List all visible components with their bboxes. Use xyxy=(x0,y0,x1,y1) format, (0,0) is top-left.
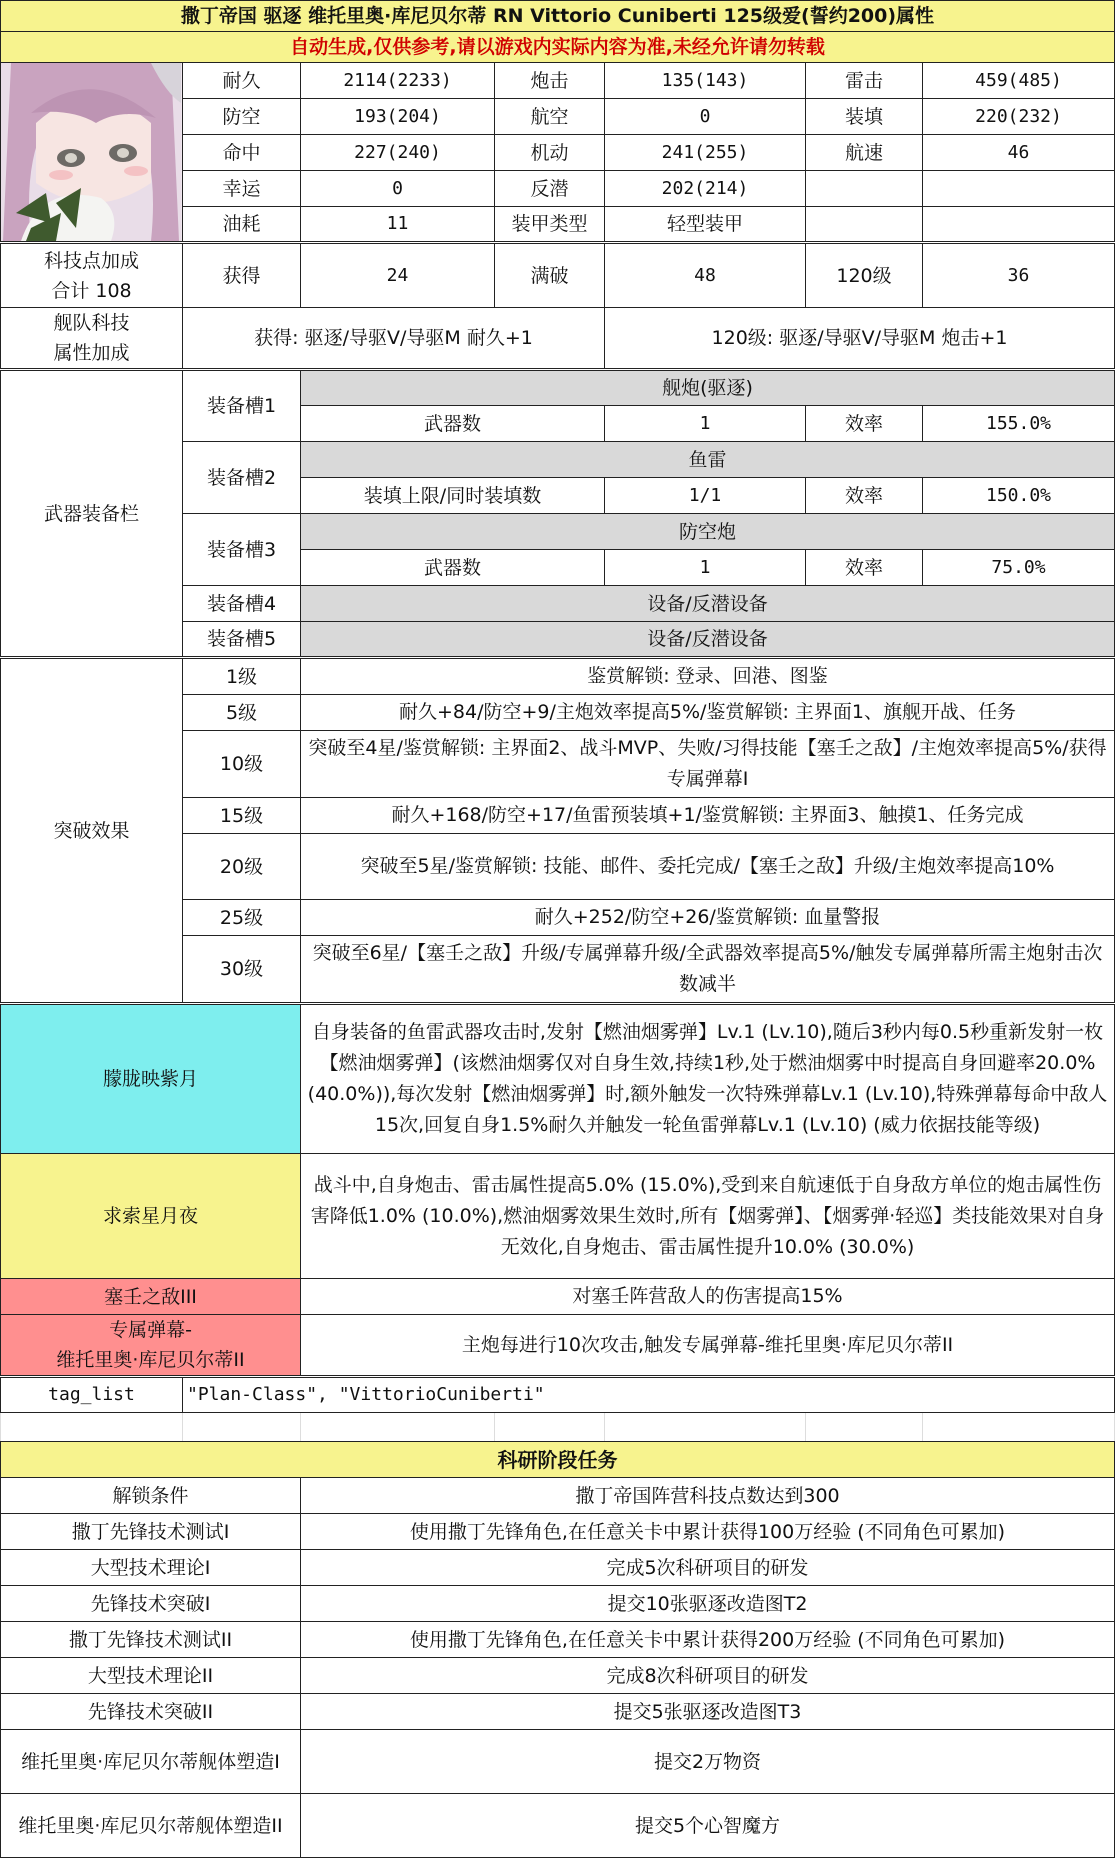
tech-obtain-label: 获得 xyxy=(183,243,301,308)
breakthrough-level: 25级 xyxy=(183,900,301,936)
research-row xyxy=(1,1514,1115,1550)
equip-detail-value: 1 xyxy=(605,406,806,442)
skill-description: 对塞壬阵营敌人的伤害提高15% xyxy=(301,1279,1115,1315)
blank-cell xyxy=(923,1413,1115,1442)
breakthrough-text: 耐久+252/防空+26/鉴赏解锁: 血量警报 xyxy=(301,900,1115,936)
tag-list-row xyxy=(1,1377,1115,1413)
blank-cell xyxy=(806,1413,923,1442)
stat-label: 航速 xyxy=(806,135,923,171)
fleet-tech-title: 舰队科技 xyxy=(53,312,130,334)
tag-list-value: "Plan-Class", "VittorioCuniberti" xyxy=(183,1377,1115,1413)
page-title: 撒丁帝国 驱逐 维托里奥·库尼贝尔蒂 RN Vittorio Cuniberti 125级爱(誓约200)属性 xyxy=(1,1,1115,32)
breakthrough-label: 突破效果 xyxy=(1,658,183,1004)
stat-value: 202(214) xyxy=(605,171,806,207)
research-task-text: 提交5张驱逐改造图T3 xyxy=(301,1694,1115,1730)
research-task-text: 提交2万物资 xyxy=(301,1730,1115,1794)
tech-limitbreak-value: 48 xyxy=(605,243,806,308)
equip-slot-type: 舰炮(驱逐) xyxy=(301,370,1115,406)
stat-label: 机动 xyxy=(495,135,605,171)
stat-row xyxy=(1,63,1115,99)
research-task-text: 使用撒丁先锋角色,在任意关卡中累计获得100万经验 (不同角色可累加) xyxy=(301,1514,1115,1550)
research-row xyxy=(1,1658,1115,1694)
blank-cell xyxy=(1,1413,183,1442)
equip-eff-label: 效率 xyxy=(806,550,923,586)
research-row xyxy=(1,1622,1115,1658)
skill-row xyxy=(1,1004,1115,1154)
equip-slot-type: 设备/反潜设备 xyxy=(301,586,1115,622)
breakthrough-text: 耐久+168/防空+17/鱼雷预装填+1/鉴赏解锁: 主界面3、触摸1、任务完成 xyxy=(301,798,1115,834)
research-row xyxy=(1,1478,1115,1514)
stat-value xyxy=(923,207,1115,243)
skill-description: 自身装备的鱼雷武器攻击时,发射【燃油烟雾弹】Lv.1 (Lv.10),随后3秒内每0.5秒重新发射一枚【燃油烟雾弹】(该燃油烟雾仅对自身生效,持续1秒,处于燃油烟雾中时提高自身回避率20.0% (40.0%)),每次发射【燃油烟雾弹】时,额外触发一次特殊弹幕Lv.1 (Lv.10),特殊弹幕每命中敌人15次,回复自身1.5%耐久并触发一轮鱼雷弹幕Lv.1 (Lv.10) (威力依据技能等级) xyxy=(301,1004,1115,1154)
skill-row xyxy=(1,1154,1115,1279)
blank-cell xyxy=(605,1413,806,1442)
research-task-name: 大型技术理论II xyxy=(1,1658,301,1694)
skill-row xyxy=(1,1279,1115,1315)
stat-value: 459(485) xyxy=(923,63,1115,99)
breakthrough-text: 耐久+84/防空+9/主炮效率提高5%/鉴赏解锁: 主界面1、旗舰开战、任务 xyxy=(301,695,1115,731)
character-portrait-icon xyxy=(1,63,183,243)
research-task-text: 提交5个心智魔方 xyxy=(301,1794,1115,1858)
stat-label: 命中 xyxy=(183,135,301,171)
stat-label: 装甲类型 xyxy=(495,207,605,243)
skill-description: 战斗中,自身炮击、雷击属性提高5.0% (15.0%),受到来自航速低于自身敌方单位的炮击属性伤害降低1.0% (10.0%),燃油烟雾效果生效时,所有【烟雾弹】、【烟雾弹·轻巡】类技能效果对自身无效化,自身炮击、雷击属性提升10.0% (30.0%) xyxy=(301,1154,1115,1279)
stat-label: 雷击 xyxy=(806,63,923,99)
stat-value: 轻型装甲 xyxy=(605,207,806,243)
skill-name-line1: 专属弹幕- xyxy=(109,1319,192,1341)
research-task-text: 提交10张驱逐改造图T2 xyxy=(301,1586,1115,1622)
stat-value: 135(143) xyxy=(605,63,806,99)
skill-name: 求索星月夜 xyxy=(1,1154,301,1279)
fleet-tech-label xyxy=(1,308,183,370)
tech-lv120-label: 120级 xyxy=(806,243,923,308)
equip-slot-name: 装备槽2 xyxy=(183,442,301,514)
equip-slot1-type-row xyxy=(1,370,1115,406)
stat-value: 0 xyxy=(301,171,495,207)
breakthrough-row xyxy=(1,658,1115,695)
equip-eff-value: 75.0% xyxy=(923,550,1115,586)
research-row xyxy=(1,1794,1115,1858)
research-title: 科研阶段任务 xyxy=(1,1442,1115,1478)
stat-value: 11 xyxy=(301,207,495,243)
stat-label: 炮击 xyxy=(495,63,605,99)
stat-value: 2114(2233) xyxy=(301,63,495,99)
portrait-illustration xyxy=(1,63,181,241)
tech-lv120-value: 36 xyxy=(923,243,1115,308)
blank-cell xyxy=(301,1413,495,1442)
stat-value: 193(204) xyxy=(301,99,495,135)
blank-cell xyxy=(183,1413,301,1442)
research-task-text: 完成8次科研项目的研发 xyxy=(301,1658,1115,1694)
research-task-text: 使用撒丁先锋角色,在任意关卡中累计获得200万经验 (不同角色可累加) xyxy=(301,1622,1115,1658)
research-task-text: 撒丁帝国阵营科技点数达到300 xyxy=(301,1478,1115,1514)
fleet-tech-subtitle: 属性加成 xyxy=(53,342,130,364)
breakthrough-level: 20级 xyxy=(183,834,301,900)
equip-slot-name: 装备槽4 xyxy=(183,586,301,622)
equip-slot-type: 防空炮 xyxy=(301,514,1115,550)
equip-slot-type: 鱼雷 xyxy=(301,442,1115,478)
stat-label xyxy=(806,171,923,207)
breakthrough-text: 鉴赏解锁: 登录、回港、图鉴 xyxy=(301,658,1115,695)
equip-eff-value: 150.0% xyxy=(923,478,1115,514)
blank-row xyxy=(1,1413,1115,1442)
breakthrough-text: 突破至4星/鉴赏解锁: 主界面2、战斗MVP、失败/习得技能【塞壬之敌】/主炮效率提高5%/获得专属弹幕I xyxy=(301,731,1115,798)
stat-value xyxy=(923,171,1115,207)
tag-list-label: tag_list xyxy=(1,1377,183,1413)
breakthrough-level: 5级 xyxy=(183,695,301,731)
stat-label: 装填 xyxy=(806,99,923,135)
equip-detail-label: 装填上限/同时装填数 xyxy=(301,478,605,514)
fleet-tech-lv120: 120级: 驱逐/导驱V/导驱M 炮击+1 xyxy=(605,308,1115,370)
equip-slot-name: 装备槽3 xyxy=(183,514,301,586)
stat-value: 220(232) xyxy=(923,99,1115,135)
stat-label: 耐久 xyxy=(183,63,301,99)
research-task-name: 维托里奥·库尼贝尔蒂舰体塑造I xyxy=(1,1730,301,1794)
equip-slot-type: 设备/反潜设备 xyxy=(301,622,1115,658)
breakthrough-level: 30级 xyxy=(183,936,301,1004)
equip-detail-value: 1 xyxy=(605,550,806,586)
breakthrough-level: 15级 xyxy=(183,798,301,834)
equip-detail-value: 1/1 xyxy=(605,478,806,514)
research-task-name: 维托里奥·库尼贝尔蒂舰体塑造II xyxy=(1,1794,301,1858)
stat-value: 0 xyxy=(605,99,806,135)
skill-name xyxy=(1,1315,301,1377)
stat-value: 46 xyxy=(923,135,1115,171)
research-row xyxy=(1,1586,1115,1622)
research-task-name: 解锁条件 xyxy=(1,1478,301,1514)
skill-row xyxy=(1,1315,1115,1377)
skill-name: 塞壬之敌III xyxy=(1,1279,301,1315)
stat-label xyxy=(806,207,923,243)
research-row xyxy=(1,1550,1115,1586)
skill-description: 主炮每进行10次攻击,触发专属弹幕-维托里奥·库尼贝尔蒂II xyxy=(301,1315,1115,1377)
research-task-name: 撒丁先锋技术测试I xyxy=(1,1514,301,1550)
equip-slot-name: 装备槽1 xyxy=(183,370,301,442)
research-task-name: 撒丁先锋技术测试II xyxy=(1,1622,301,1658)
equip-eff-value: 155.0% xyxy=(923,406,1115,442)
research-task-text: 完成5次科研项目的研发 xyxy=(301,1550,1115,1586)
tech-obtain-value: 24 xyxy=(301,243,495,308)
tech-limitbreak-label: 满破 xyxy=(495,243,605,308)
tech-points-total: 合计 108 xyxy=(51,279,132,302)
fleet-tech-row xyxy=(1,308,1115,370)
tech-points-label xyxy=(1,243,183,308)
breakthrough-text: 突破至6星/【塞壬之敌】升级/专属弹幕升级/全武器效率提高5%/触发专属弹幕所需主炮射击次数减半 xyxy=(301,936,1115,1004)
disclaimer-subtitle: 自动生成,仅供参考,请以游戏内实际内容为准,未经允许请勿转载 xyxy=(1,32,1115,63)
stat-value: 227(240) xyxy=(301,135,495,171)
skill-name-line2: 维托里奥·库尼贝尔蒂II xyxy=(56,1349,245,1371)
equip-slot-name: 装备槽5 xyxy=(183,622,301,658)
research-header-row xyxy=(1,1442,1115,1478)
tech-points-row xyxy=(1,243,1115,308)
breakthrough-level: 1级 xyxy=(183,658,301,695)
equip-eff-label: 效率 xyxy=(806,478,923,514)
research-row xyxy=(1,1694,1115,1730)
fleet-tech-obtain: 获得: 驱逐/导驱V/导驱M 耐久+1 xyxy=(183,308,605,370)
stat-label: 防空 xyxy=(183,99,301,135)
skill-name: 朦胧映紫月 xyxy=(1,1004,301,1154)
blank-cell xyxy=(495,1413,605,1442)
breakthrough-level: 10级 xyxy=(183,731,301,798)
stat-label: 航空 xyxy=(495,99,605,135)
stat-label: 幸运 xyxy=(183,171,301,207)
stat-value: 241(255) xyxy=(605,135,806,171)
research-task-name: 大型技术理论I xyxy=(1,1550,301,1586)
tech-points-title: 科技点加成 xyxy=(43,249,139,272)
equipment-label: 武器装备栏 xyxy=(1,370,183,658)
equip-detail-label: 武器数 xyxy=(301,406,605,442)
research-task-name: 先锋技术突破I xyxy=(1,1586,301,1622)
equip-eff-label: 效率 xyxy=(806,406,923,442)
research-task-name: 先锋技术突破II xyxy=(1,1694,301,1730)
equip-detail-label: 武器数 xyxy=(301,550,605,586)
breakthrough-text: 突破至5星/鉴赏解锁: 技能、邮件、委托完成/【塞壬之敌】升级/主炮效率提高10% xyxy=(301,834,1115,900)
stat-label: 反潜 xyxy=(495,171,605,207)
stat-label: 油耗 xyxy=(183,207,301,243)
research-row xyxy=(1,1730,1115,1794)
